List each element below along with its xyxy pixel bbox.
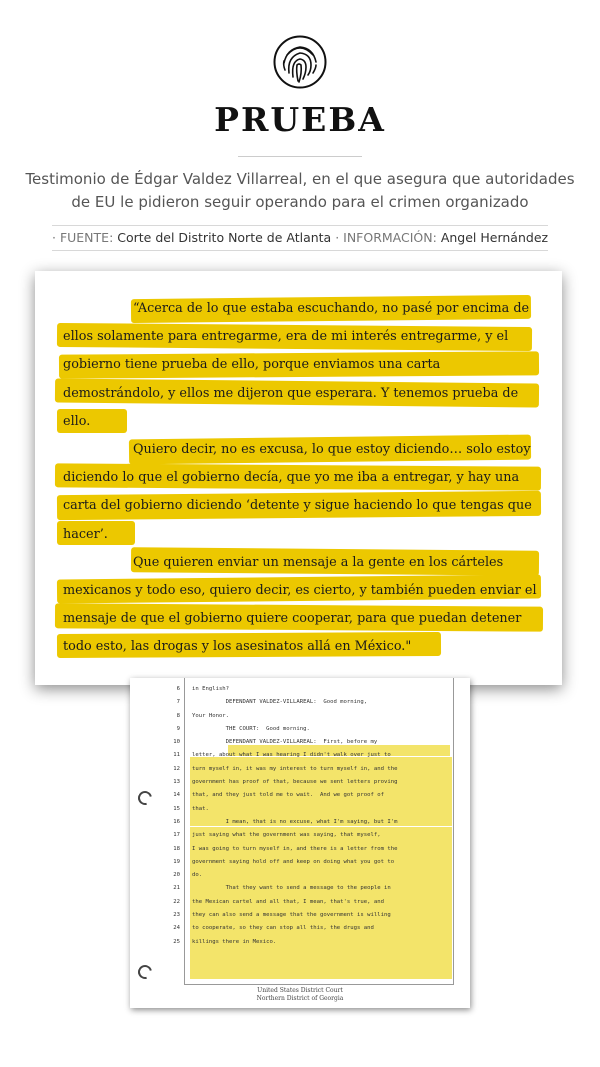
line-text: government saying hold off and keep on doing what you got to: [192, 858, 395, 865]
line-text: THE COURT: Good morning.: [192, 725, 310, 732]
transcript-line: [130, 710, 470, 723]
line-number: 20: [173, 872, 180, 879]
subtitle-line-1: Testimonio de Édgar Valdez Villarreal, en el que asegura que autoridades: [25, 170, 575, 188]
transcript-page: [130, 678, 470, 1008]
line-number: 15: [173, 805, 180, 812]
info-label: · INFORMACIÓN:: [335, 230, 437, 245]
line-text: do.: [192, 872, 203, 879]
line-number: 24: [173, 925, 180, 932]
transcript-line: [130, 869, 470, 882]
line-number: 7: [176, 699, 180, 706]
quote-card: [35, 271, 562, 685]
subtitle-line-2: de EU le pidieron seguir operando para el crimen organizado: [71, 193, 529, 211]
line-number: 13: [173, 779, 180, 786]
line-number: 21: [173, 885, 180, 892]
footer-district: Northern District of Georgia: [256, 995, 344, 1002]
transcript-line: [130, 763, 470, 776]
line-number: 8: [176, 712, 180, 719]
transcript-line: [130, 736, 470, 749]
quote-paragraph-3: Que quieren enviar un mensaje a la gente en los cárteles mexicanos y todo eso, quiero decir, es cierto, y también pueden enviar el mensaje de que el gobierno quiere cooperar, para que puedan detener todo esto, las drogas y los asesinatos allá en México.": [63, 554, 537, 655]
line-text: I was going to turn myself in, and there is a letter from the: [192, 845, 398, 852]
transcript-line: [130, 896, 470, 909]
source-value: Corte del Distrito Norte de Atlanta: [117, 230, 332, 245]
line-number: 19: [173, 858, 180, 865]
quote-text: [63, 295, 541, 662]
line-text: to cooperate, so they can stop all this, the drugs and: [192, 925, 374, 932]
line-text: they can also send a message that the government is willing: [192, 912, 391, 919]
source-label: · FUENTE:: [52, 230, 114, 245]
binder-hole-icon: [135, 962, 154, 981]
transcript-lines: [130, 683, 470, 949]
line-number: 16: [173, 818, 180, 825]
line-text: Your Honor.: [192, 712, 230, 719]
line-text: turn myself in, it was my interest to turn myself in, and the: [192, 765, 398, 772]
transcript-line: [130, 776, 470, 789]
line-text: just saying what the government was saying, that myself,: [192, 832, 381, 839]
transcript-line: [130, 789, 470, 802]
line-number: 12: [173, 765, 180, 772]
line-text: DEFENDANT VALDEZ-VILLAREAL: First, before my: [192, 739, 378, 746]
line-number: 25: [173, 938, 180, 945]
quote-paragraph-1: “Acerca de lo que estaba escuchando, no pasé por encima de ellos solamente para entregarme, era de mi interés entregarme, y el gobierno tiene prueba de ello, porque enviamos una carta demostrándolo, y ellos me dijeron que esperara. Y tenemos prueba de ello.: [63, 301, 530, 429]
line-number: 22: [173, 898, 180, 905]
line-text: letter, about what I was hearing I didn't walk over just to: [192, 752, 391, 759]
line-number: 6: [176, 686, 180, 692]
line-number: 17: [173, 832, 180, 839]
line-number: 14: [173, 792, 180, 799]
line-text: I mean, that is no excuse, what I'm saying, but I'm: [192, 818, 398, 825]
page-title: PRUEBA: [214, 100, 386, 139]
transcript-line: [130, 749, 470, 762]
footer-court: United States District Court: [257, 987, 343, 994]
transcript-line: [130, 922, 470, 935]
line-text: That they want to send a message to the people in: [192, 885, 391, 892]
transcript-line: [130, 909, 470, 922]
transcript-footer: [130, 987, 470, 1003]
transcript-line: [130, 856, 470, 869]
fingerprint-icon: [273, 35, 327, 89]
transcript-line: [130, 696, 470, 709]
transcript-line: [130, 829, 470, 842]
line-number: 18: [173, 845, 180, 852]
transcript-line: [130, 843, 470, 856]
line-text: killings there in Mexico.: [192, 938, 277, 945]
line-text: that, and they just told me to wait. And we got proof of: [192, 792, 384, 799]
line-text: in English?: [192, 686, 230, 692]
source-bar: [52, 225, 548, 251]
line-number: 11: [173, 752, 180, 759]
line-text: that.: [192, 805, 209, 812]
quote-paragraph-2: Quiero decir, no es excusa, lo que estoy diciendo… solo estoy diciendo lo que el gobierno decía, que yo me iba a entregar, y hay una carta del gobierno diciendo ‘detente y sigue haciendo lo que tengas que hacer’.: [63, 442, 532, 542]
line-text: DEFENDANT VALDEZ-VILLAREAL: Good morning,: [192, 699, 368, 706]
info-value: Angel Hernández: [440, 230, 549, 245]
line-text: government has proof of that, because we sent letters proving: [192, 779, 398, 786]
subtitle: [20, 168, 580, 214]
line-number: 23: [173, 912, 180, 919]
transcript-line: [130, 723, 470, 736]
line-number: 10: [173, 739, 180, 746]
line-text: the Mexican cartel and all that, I mean, that's true, and: [192, 898, 384, 905]
transcript-line: [130, 816, 470, 829]
line-number: 9: [176, 725, 180, 732]
transcript-line: [130, 803, 470, 816]
transcript-line: [130, 882, 470, 895]
title-divider: [238, 156, 362, 157]
transcript-line: [130, 683, 470, 696]
transcript-line: [130, 936, 470, 949]
